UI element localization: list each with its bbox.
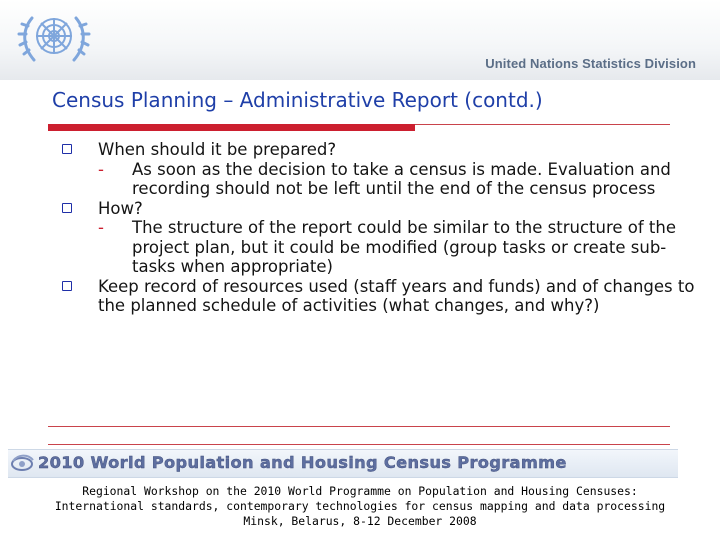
- bullet-item: [62, 199, 702, 219]
- footer-divider-top: [48, 426, 670, 427]
- footer-line-1: Regional Workshop on the 2010 World Programme on Population and Housing Censuses:: [82, 484, 638, 498]
- census-programme-banner: [8, 449, 678, 478]
- slide-content: [62, 140, 702, 316]
- checkbox-bullet-icon: [62, 281, 72, 291]
- sub-bullet-item: [62, 218, 702, 277]
- slide-title: Census Planning – Administrative Report (contd.): [52, 88, 543, 112]
- division-name: United Nations Statistics Division: [485, 56, 696, 71]
- bullet-text: How?: [98, 198, 143, 218]
- title-accent-bar: [48, 124, 415, 131]
- footer-line-3: Minsk, Belarus, 8-12 December 2008: [243, 514, 477, 528]
- sub-bullet-text: The structure of the report could be similar to the structure of the project plan, but it could be modified (group tasks or create sub-tasks when appropriate): [132, 218, 677, 276]
- footer-divider-bottom: [48, 444, 670, 445]
- bullet-text: Keep record of resources used (staff years and funds) and of changes to the planned schedule of activities (what changes, and why?): [98, 276, 695, 315]
- globe-swirl-icon: [10, 452, 36, 474]
- dash-bullet-icon: -: [98, 159, 104, 179]
- checkbox-bullet-icon: [62, 144, 72, 154]
- dash-bullet-icon: -: [98, 218, 104, 237]
- footer-line-2: International standards, contemporary technologies for census mapping and data processing: [54, 499, 666, 513]
- bullet-item: [62, 140, 702, 160]
- bullet-text: When should it be prepared?: [98, 140, 337, 159]
- footer-text: [0, 484, 720, 529]
- bullet-item: [62, 277, 702, 316]
- banner-title: 2010 World Population and Housing Census Programme: [38, 453, 567, 472]
- un-emblem-icon: [14, 6, 94, 74]
- sub-bullet-text: As soon as the decision to take a census is made. Evaluation and recording should not be left until the end of the census process: [132, 159, 671, 198]
- sub-bullet-item: [62, 160, 702, 199]
- checkbox-bullet-icon: [62, 203, 72, 213]
